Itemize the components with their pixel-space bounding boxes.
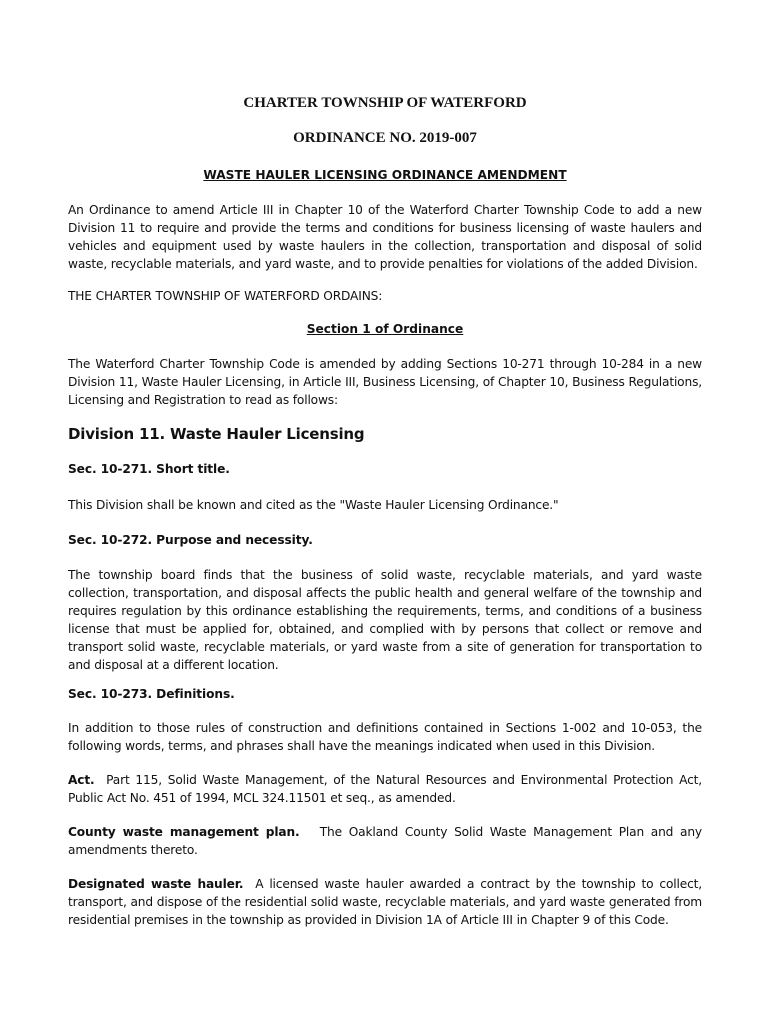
definition-term: County waste management plan. bbox=[68, 825, 300, 839]
sec-10-271-text: This Division shall be known and cited as the "Waste Hauler Licensing Ordinance." bbox=[68, 498, 559, 512]
township-title: CHARTER TOWNSHIP OF WATERFORD bbox=[243, 95, 527, 111]
sec-10-273-heading: Sec. 10-273. Definitions. bbox=[68, 687, 235, 701]
ordinance-purpose-paragraph: An Ordinance to amend Article III in Chapter 10 of the Waterford Charter Township Code to add a new Division 11 to require and provide the terms and conditions for business licensing of waste haulers and vehicles and equipment used by waste haulers in the collection, transportation and disposal of solid waste, recyclable materials, and yard waste, and to provide penalties for violations of the added Division. bbox=[68, 203, 702, 271]
definition-text: The Oakland County Solid Waste Management Plan and any amendments thereto. bbox=[68, 825, 702, 857]
definition-county-plan bbox=[68, 823, 702, 859]
sec-10-271-heading: Sec. 10-271. Short title. bbox=[68, 462, 230, 476]
sec-10-272-text: The township board finds that the business of solid waste, recyclable materials, and yard waste collection, transportation, and disposal affects the public health and general welfare of the township and requires regulation by this ordinance establishing the requirements, terms, and conditions of a business license that must be applied for, obtained, and complied with by persons that collect or remove and transport solid waste, recyclable materials, or yard waste from a site of generation for transportation to and disposal at a different location. bbox=[68, 568, 702, 672]
definition-term: Act. bbox=[68, 773, 95, 787]
sec-10-272-heading: Sec. 10-272. Purpose and necessity. bbox=[68, 533, 313, 547]
definition-designated-hauler bbox=[68, 875, 702, 929]
definition-act bbox=[68, 771, 702, 807]
ordinance-subject: WASTE HAULER LICENSING ORDINANCE AMENDMENT bbox=[203, 168, 567, 182]
ordinance-number: ORDINANCE NO. 2019-007 bbox=[293, 130, 477, 146]
definition-term: Designated waste hauler. bbox=[68, 877, 244, 891]
definition-text: A licensed waste hauler awarded a contract by the township to collect, transport, and dispose of the residential solid waste, recyclable materials, and yard waste generated from residential premises in the township as provided in Division 1A of Article III in Chapter 9 of this Code. bbox=[68, 877, 702, 927]
ordains-statement: THE CHARTER TOWNSHIP OF WATERFORD ORDAINS: bbox=[68, 289, 383, 303]
sec-10-273-text: In addition to those rules of construction and definitions contained in Sections 1-002 and 10-053, the following words, terms, and phrases shall have the meanings indicated when used in this Division. bbox=[68, 721, 702, 753]
section-1-heading: Section 1 of Ordinance bbox=[306, 322, 464, 336]
division-11-heading: Division 11. Waste Hauler Licensing bbox=[68, 425, 365, 443]
section-1-text: The Waterford Charter Township Code is amended by adding Sections 10-271 through 10-284 in a new Division 11, Waste Hauler Licensing, in Article III, Business Licensing, of Chapter 10, Business Regulations, Licensing and Registration to read as follows: bbox=[68, 357, 702, 407]
definition-text: Part 115, Solid Waste Management, of the Natural Resources and Environmental Protection Act, Public Act No. 451 of 1994, MCL 324.11501 et seq., as amended. bbox=[68, 773, 702, 805]
